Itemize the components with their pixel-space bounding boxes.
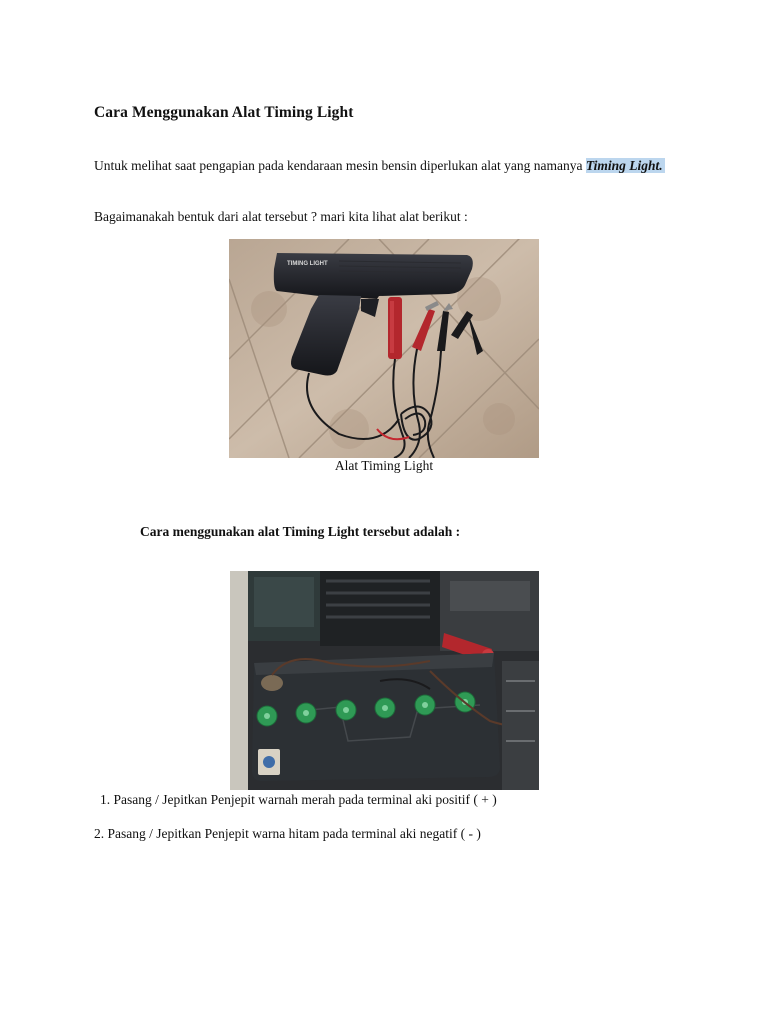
intro-paragraph [94,157,674,175]
figure1-caption: Alat Timing Light [334,458,434,473]
question-paragraph: Bagaimanakah bentuk dari alat tersebut ? mari kita lihat alat berikut : [94,209,468,224]
battery-photo [230,571,539,790]
timing-light-photo [229,239,539,458]
step-2: 2. Pasang / Jepitkan Penjepit warna hitam pada terminal aki negatif ( - ) [94,826,481,841]
intro-text: Untuk melihat saat pengapian pada kendaraan mesin bensin diperlukan alat yang namanya [94,158,583,173]
section-subheading: Cara menggunakan alat Timing Light tersebut adalah : [140,524,461,539]
highlighted-term: Timing Light. [585,158,663,173]
svg-text:TIMING LIGHT: TIMING LIGHT [287,261,328,267]
document-title: Cara Menggunakan Alat Timing Light [94,104,354,121]
step-1: 1. Pasang / Jepitkan Penjepit warnah merah pada terminal aki positif ( + ) [100,792,497,807]
